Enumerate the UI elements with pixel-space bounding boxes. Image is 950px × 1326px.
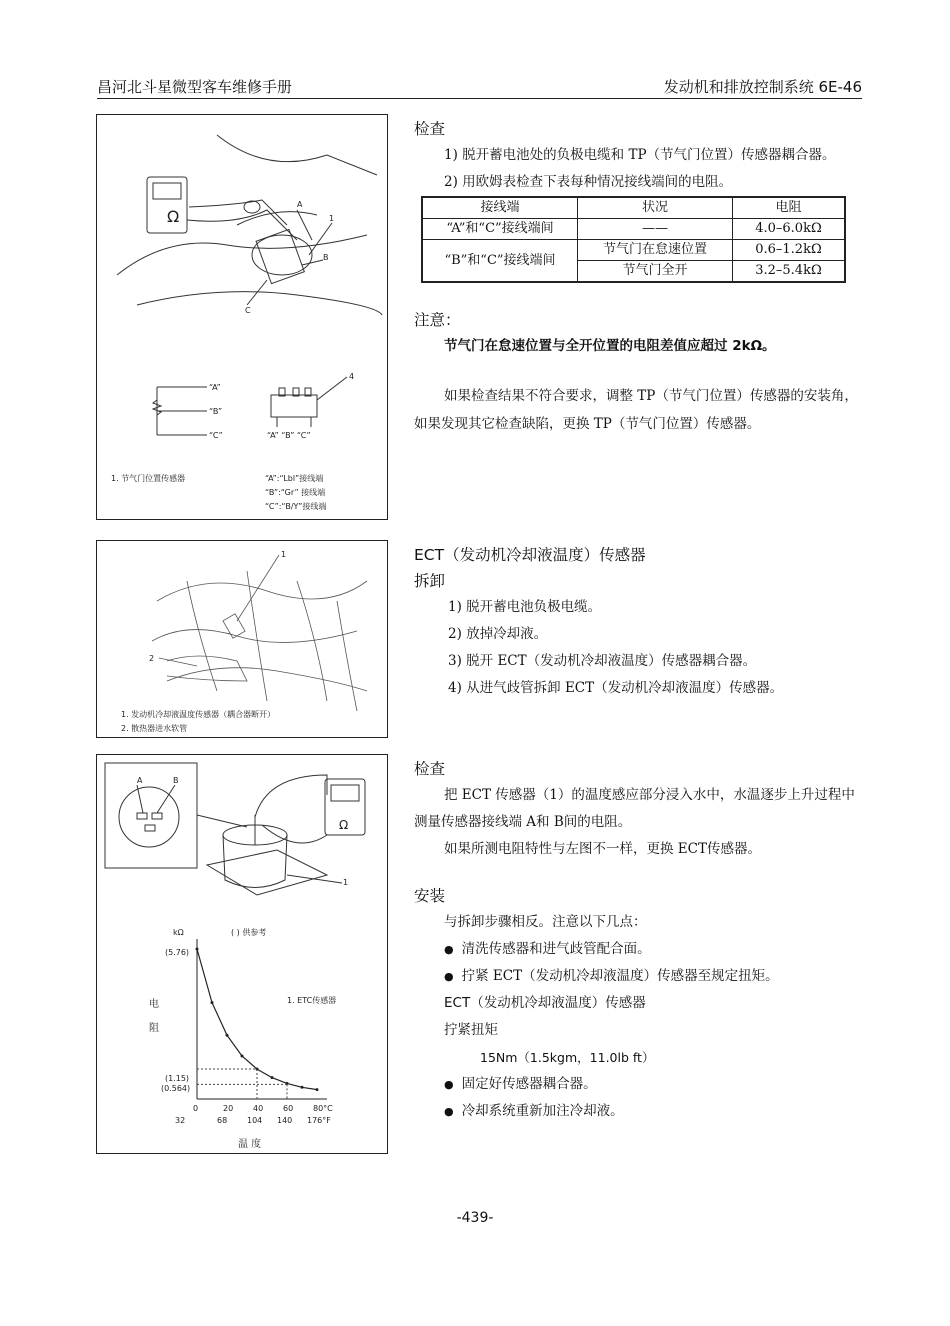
cell-ac-condition: —— xyxy=(578,219,733,240)
step-2: 2) 用欧姆表检查下表每种情况接线端间的电阻。 xyxy=(444,174,733,190)
label-4: 4 xyxy=(349,372,355,381)
kohm-unit: kΩ xyxy=(173,928,184,937)
x-tick-f: 104 xyxy=(247,1116,263,1125)
fig1-caption-2: “A”:“Lbl”接线端 xyxy=(265,474,324,483)
ylabel-1: 电 xyxy=(149,999,159,1010)
cell-ac-resistance: 4.0–6.0kΩ xyxy=(733,219,846,240)
cell-ac-terminal: “A”和“C”接线端间 xyxy=(422,219,578,240)
terminal-a-label: “A” xyxy=(209,383,221,392)
ect-heading: ECT（发动机冷却液温度）传感器 xyxy=(414,546,646,564)
manual-title: 昌河北斗星微型客车维修手册 xyxy=(97,78,293,96)
cell-bc-wot-res: 3.2–5.4kΩ xyxy=(733,261,846,283)
torque-sensor-name: ECT（发动机冷却液温度）传感器 xyxy=(444,995,646,1011)
ect-inspection-text xyxy=(414,756,859,1125)
section-title: 发动机和排放控制系统 6E-46 xyxy=(663,78,862,96)
curve-point xyxy=(301,1086,304,1089)
th-condition: 状况 xyxy=(578,197,733,219)
install-heading: 安装 xyxy=(414,887,446,905)
note-heading: 注意： xyxy=(414,311,461,329)
ohm-symbol: Ω xyxy=(167,207,180,226)
value-1-15: (1.15) xyxy=(165,1074,190,1083)
ect-inspect-p1: 把 ECT 传感器（1）的温度感应部分浸入水中，水温逐步上升过程中测量传感器接线端 A和 B间的电阻。 xyxy=(414,787,855,830)
th-terminal: 接线端 xyxy=(422,197,578,219)
curve-point xyxy=(241,1055,244,1058)
curve-point xyxy=(211,1001,214,1004)
fig2-label-2: 2 xyxy=(149,654,155,663)
series-label: 1. ETC传感器 xyxy=(287,996,337,1005)
reference-note: ( ) 供参考 xyxy=(231,928,267,937)
removal-step-4: 4) 从进气歧管拆卸 ECT（发动机冷却液温度）传感器。 xyxy=(448,680,784,696)
x-tick-c: 60 xyxy=(283,1104,294,1113)
note-text: 节气门在怠速位置与全开位置的电阻差值应超过 2kΩ。 xyxy=(444,338,776,354)
install-bullet-2: ● 拧紧 ECT（发动机冷却液温度）传感器至规定扭矩。 xyxy=(444,963,859,990)
cell-bc-idle-res: 0.6–1.2kΩ xyxy=(733,240,846,261)
x-axis-label: 温 度 xyxy=(238,1139,262,1150)
fig3-label-1: 1 xyxy=(343,878,349,887)
cell-bc-wot: 节气门全开 xyxy=(578,261,733,283)
install-bullet-3: ● 固定好传感器耦合器。 xyxy=(444,1071,859,1098)
ect-location-drawing xyxy=(97,541,387,737)
x-tick-f: 176°F xyxy=(307,1116,331,1125)
ylabel-2: 阻 xyxy=(149,1023,159,1034)
removal-step-1: 1) 脱开蓄电池负极电缆。 xyxy=(448,599,602,615)
connector-labels: “A” “B” “C” xyxy=(267,431,311,440)
install-intro: 与拆卸步骤相反。注意以下几点： xyxy=(444,914,647,930)
fig3-label-b: B xyxy=(173,776,179,785)
th-resistance: 电阻 xyxy=(733,197,846,219)
fig1-caption-3: “B”:“Gr” 接线端 xyxy=(265,488,326,497)
x-tick-f: 140 xyxy=(277,1116,293,1125)
cell-bc-terminal: “B”和“C”接线端间 xyxy=(422,240,578,283)
torque-heading: 拧紧扭矩 xyxy=(444,1022,498,1038)
fig3-ohm: Ω xyxy=(339,818,349,832)
step-1: 1) 脱开蓄电池处的负极电缆和 TP（节气门位置）传感器耦合器。 xyxy=(444,147,836,163)
install-bullet-1: ● 清洗传感器和进气歧管配合面。 xyxy=(444,936,859,963)
removal-heading: 拆卸 xyxy=(414,572,446,590)
cell-bc-idle: 节气门在怠速位置 xyxy=(578,240,733,261)
curve-point xyxy=(316,1088,319,1091)
tp-sensor-figure xyxy=(96,114,388,520)
fig3-label-a: A xyxy=(137,776,143,785)
ect-removal-text xyxy=(414,542,859,702)
label-c: C xyxy=(245,306,251,315)
removal-step-2: 2) 放掉冷却液。 xyxy=(448,626,548,642)
install-bullet-4: ● 冷却系统重新加注冷却液。 xyxy=(444,1098,859,1125)
value-0-564: (0.564) xyxy=(161,1084,191,1093)
x-tick-c: 20 xyxy=(223,1104,234,1113)
resistance-curve-chart xyxy=(175,939,333,1125)
ect-location-figure xyxy=(96,540,388,738)
fig1-caption-1: 1. 节气门位置传感器 xyxy=(111,474,186,483)
x-tick-c: 40 xyxy=(253,1104,264,1113)
curve-point xyxy=(226,1034,229,1037)
resistance-table xyxy=(421,196,846,283)
ect-inspect-p2: 如果所测电阻特性与左图不一样，更换 ECT传感器。 xyxy=(444,841,761,857)
fig1-caption-4: “C”:“B/Y”接线端 xyxy=(265,502,327,511)
removal-step-3: 3) 脱开 ECT（发动机冷却液温度）传感器耦合器。 xyxy=(448,653,757,669)
terminal-c-label: “C” xyxy=(209,431,223,440)
label-b: B xyxy=(323,253,329,262)
value-5-76: (5.76) xyxy=(165,948,190,957)
ect-inspect-heading: 检查 xyxy=(414,760,446,778)
fig2-caption-2: 2. 散热器进水软管 xyxy=(121,724,188,733)
page-number: -439- xyxy=(456,1210,494,1226)
torque-value: 15Nm（1.5kgm，11.0lb ft） xyxy=(480,1050,655,1065)
x-tick-f: 68 xyxy=(217,1116,228,1125)
tp-sensor-drawing xyxy=(97,115,387,519)
fig2-caption-1: 1. 发动机冷却液温度传感器（耦合器断开） xyxy=(121,710,276,719)
page-header xyxy=(97,74,862,99)
curve-point xyxy=(196,948,199,951)
label-a: A xyxy=(297,200,303,209)
ect-test-figure xyxy=(96,754,388,1154)
label-1: 1 xyxy=(329,214,335,223)
tp-inspection-text xyxy=(414,116,859,438)
ect-test-drawing xyxy=(97,755,387,1153)
x-tick-c: 0 xyxy=(193,1104,199,1113)
x-tick-c: 80°C xyxy=(313,1104,333,1113)
adjust-paragraph: 如果检查结果不符合要求，调整 TP（节气门位置）传感器的安装角，如果发现其它检查缺陷，更换 TP（节气门位置）传感器。 xyxy=(414,388,858,432)
curve-point xyxy=(271,1076,274,1079)
terminal-b-label: “B” xyxy=(209,407,223,416)
fig2-label-1: 1 xyxy=(281,550,287,559)
x-tick-f: 32 xyxy=(175,1116,186,1125)
inspection-heading: 检查 xyxy=(414,120,446,138)
